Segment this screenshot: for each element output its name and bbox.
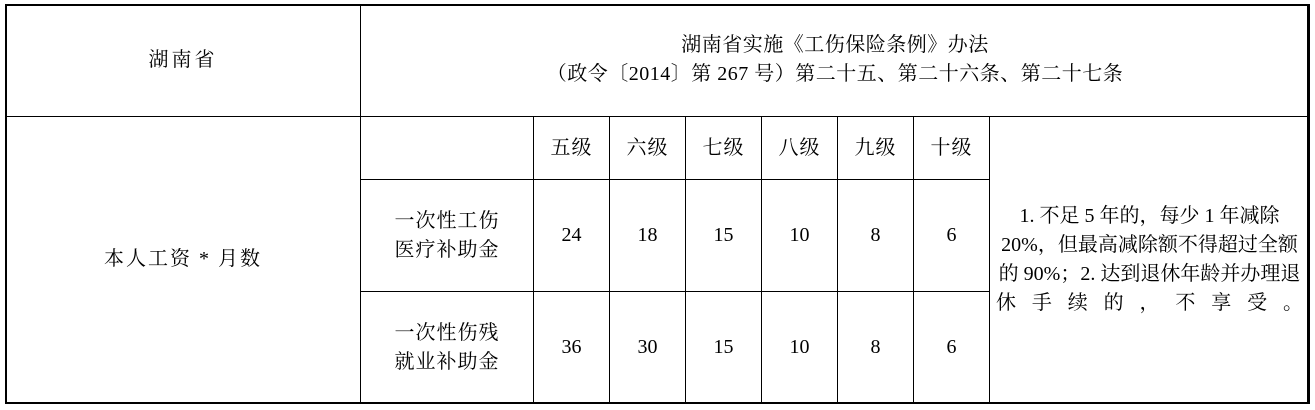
value-employment-grade-7: 15 bbox=[686, 292, 762, 404]
note-cell bbox=[990, 116, 1310, 403]
grade-header-2: 六级 bbox=[610, 116, 686, 179]
item-header-blank-cell bbox=[361, 116, 534, 179]
value-medical-grade-10: 6 bbox=[914, 180, 990, 292]
note-text: 1. 不足 5 年的，每少 1 年减除 20%，但最高减除额不得超过全额的 90%；2. 达到退休年龄并办理退休手续的，不享受。 bbox=[996, 204, 1303, 314]
regulation-table bbox=[5, 4, 1310, 404]
item-label-employment-line-2: 就业补助金 bbox=[394, 350, 500, 373]
title-cell bbox=[361, 5, 1310, 117]
value-medical-grade-6: 18 bbox=[610, 180, 686, 292]
value-employment-grade-5: 36 bbox=[534, 292, 610, 404]
item-label-medical-line-2: 医疗补助金 bbox=[394, 238, 500, 261]
item-label-employment-line-1: 一次性伤残 bbox=[394, 321, 500, 344]
value-medical-grade-7: 15 bbox=[686, 180, 762, 292]
grade-header-4: 八级 bbox=[762, 116, 838, 179]
value-medical-grade-5: 24 bbox=[534, 180, 610, 292]
value-medical-grade-9: 8 bbox=[838, 180, 914, 292]
grade-header-1: 五级 bbox=[534, 116, 610, 179]
value-employment-grade-9: 8 bbox=[838, 292, 914, 404]
base-label: 本人工资 * 月数 bbox=[104, 248, 262, 271]
item-label-medical-line-1: 一次性工伤 bbox=[394, 209, 500, 232]
region-label: 湖南省 bbox=[148, 48, 218, 71]
region-label-cell bbox=[6, 5, 361, 117]
value-employment-grade-8: 10 bbox=[762, 292, 838, 404]
title-line-2: （政令〔2014〕第 267 号）第二十五、第二十六条、第二十七条 bbox=[546, 63, 1124, 86]
value-employment-grade-10: 6 bbox=[914, 292, 990, 404]
base-label-cell bbox=[6, 116, 361, 403]
title-line-1: 湖南省实施《工伤保险条例》办法 bbox=[681, 34, 989, 57]
grade-header-6: 十级 bbox=[914, 116, 990, 179]
grade-header-5: 九级 bbox=[838, 116, 914, 179]
item-label-medical bbox=[361, 180, 534, 292]
table-row-grades bbox=[6, 116, 1310, 179]
value-employment-grade-6: 30 bbox=[610, 292, 686, 404]
grade-header-3: 七级 bbox=[686, 116, 762, 179]
table-row-header bbox=[6, 5, 1310, 117]
item-label-employment bbox=[361, 292, 534, 404]
value-medical-grade-8: 10 bbox=[762, 180, 838, 292]
